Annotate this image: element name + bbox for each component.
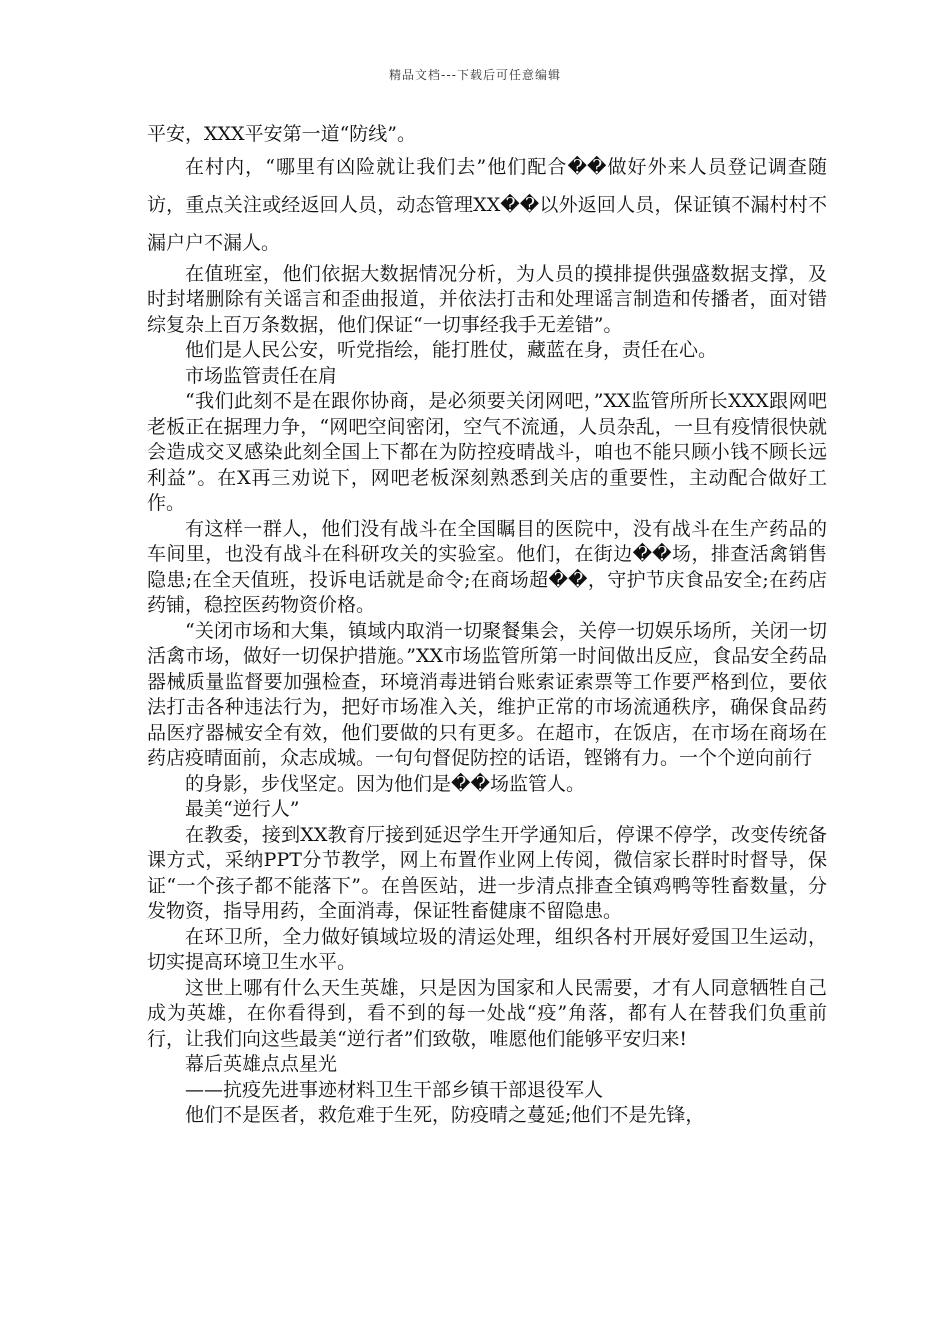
paragraph: 在值班室，他们依据大数据情况分析，为人员的摸排提供强盛数据支撑，及时封堵删除有关谣言和歪曲报道，并依法打击和处理谣言制造和传播者，面对错综复杂上百万条数据，他们保证“一切事经我手无差错”。 bbox=[147, 262, 827, 336]
section-subheading: ——抗疫先进事迹材料卫生干部乡镇干部退役军人 bbox=[185, 1078, 604, 1101]
paragraph: 有这样一群人，他们没有战斗在全国瞩目的医院中，没有战斗在生产药品的车间里，也没有战斗在科研攻关的实验室。他们，在街边��场，排查活禽销售隐患;在全天值班，投诉电话就是命令;在商场超��，守护节庆食品安全;在药店药铺，稳控医药物资价格。 bbox=[147, 517, 827, 616]
paragraph: 的身影，步伐坚定。因为他们是��场监管人。 bbox=[185, 772, 585, 795]
paragraph: 在教委，接到XX教育厅接到延迟学生开学通知后，停课不停学，改变传统备课方式，采纳PPT分节教学，网上布置作业网上传阅，微信家长群时时督导，保证“一个孩子都不能落下”。在兽医站，进一步清点排查全镇鸡鸭等牲畜数量，分发物资，指导用药，全面消毒，保证牲畜健康不留隐患。 bbox=[147, 823, 827, 922]
paragraph: 这世上哪有什么天生英雄，只是因为国家和人民需要，才有人同意牺牲自己成为英雄，在你看得到，看不到的每一处战“疫”角落，都有人在替我们负重前行，让我们向这些最美“逆行者”们致敬，唯愿他们能够平安归来! bbox=[147, 976, 827, 1050]
paragraph: “关闭市场和大集，镇域内取消一切聚餐集会，关停一切娱乐场所，关闭一切活禽市场，做好一切保护措施。”XX市场监管所第一时间做出反应，食品安全药品器械质量监督要加强检查，环境消毒进销台账索证索票等工作要严格到位，要依法打击各种违法行为，把好市场准入关，维护正常的市场流通秩序，确保食品药品医疗器械安全有效，他们要做的只有更多。在超市，在饭店，在市场在商场在药店疫晴面前，众志成城。一句句督促防控的话语，铿锵有力。一个个逆向前行 bbox=[147, 619, 827, 769]
paragraph: “我们此刻不是在跟你协商，是必须要关闭网吧，”XX监管所所长XXX跟网吧老板正在据理力争，“网吧空间密闭，空气不流通，人员杂乱，一旦有疫情很快就会造成交叉感染此刻全国上下都在为防控疫晴战斗，咱也不能只顾小钱不顾长远利益”。在X再三劝说下，网吧老板深刻熟悉到关店的重要性，主动配合做好工作。 bbox=[147, 390, 827, 514]
paragraph: 平安，XXX平安第一道“防线”。 bbox=[147, 123, 417, 145]
section-heading: 市场监管责任在肩 bbox=[185, 364, 338, 387]
section-heading: 最美“逆行人” bbox=[185, 798, 300, 820]
paragraph: 他们不是医者，救危难于生死，防疫晴之蔓延;他们不是先锋， bbox=[185, 1104, 705, 1126]
page-header: 精品文档---下载后可任意编辑 bbox=[389, 68, 561, 82]
paragraph: 在环卫所，全力做好镇域垃圾的清运处理，组织各村开展好爱国卫生运动，切实提高环境卫生水平。 bbox=[147, 925, 827, 973]
paragraph: 他们是人民公安，听党指绘，能打胜仗，藏蓝在身，责任在心。 bbox=[185, 339, 718, 361]
paragraph: 在村内，“哪里有凶险就让我们去”他们配合��做好外来人员登记调查随访，重点关注或经返回人员，动态管理XX��以外返回人员，保证镇不漏村村不漏户户不漏人。 bbox=[147, 155, 827, 254]
document-body bbox=[147, 122, 827, 1129]
section-heading: 幕后英雄点点星光 bbox=[185, 1053, 338, 1075]
